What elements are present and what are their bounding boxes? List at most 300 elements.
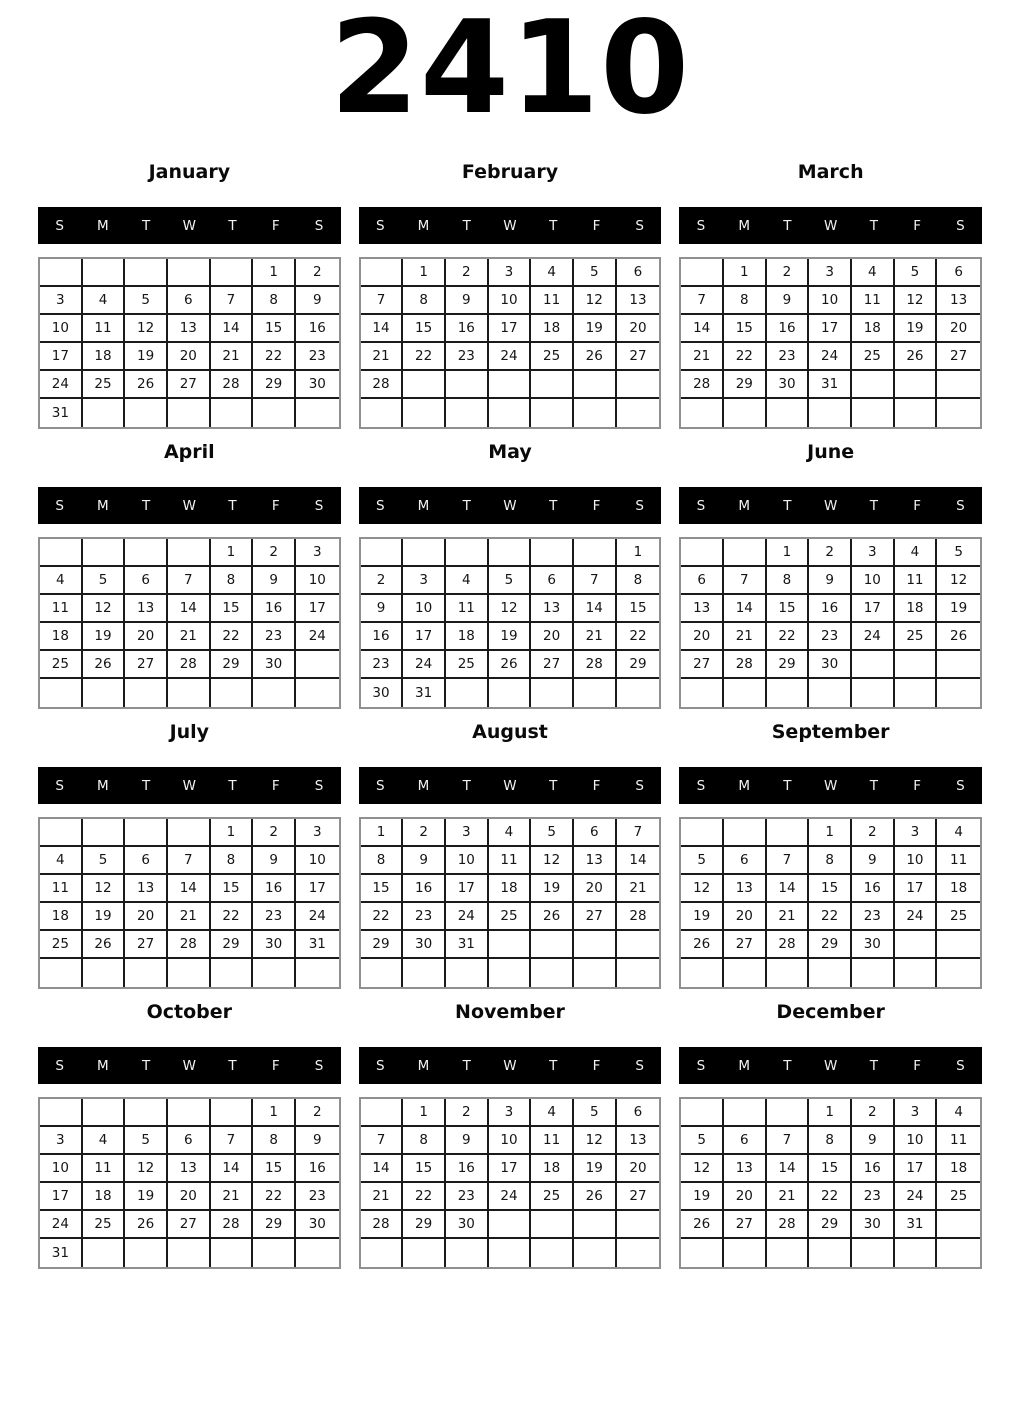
empty-day-cell bbox=[40, 959, 83, 987]
day-cell: 30 bbox=[403, 931, 446, 959]
day-cell: 9 bbox=[253, 847, 296, 875]
weekday-label: F bbox=[913, 1057, 921, 1074]
day-cell: 30 bbox=[852, 931, 895, 959]
day-cell: 26 bbox=[895, 343, 938, 371]
empty-day-cell bbox=[40, 259, 83, 287]
weekday-label: M bbox=[97, 1057, 109, 1074]
weekday-label: T bbox=[783, 777, 792, 794]
day-cell: 13 bbox=[617, 287, 660, 315]
empty-day-cell bbox=[361, 1099, 404, 1127]
empty-day-cell bbox=[937, 1239, 980, 1267]
weekday-label: S bbox=[375, 1057, 385, 1074]
day-cell: 5 bbox=[83, 567, 126, 595]
day-cell: 9 bbox=[296, 1127, 339, 1155]
empty-day-cell bbox=[767, 819, 810, 847]
day-cell: 24 bbox=[809, 343, 852, 371]
day-cell: 7 bbox=[361, 1127, 404, 1155]
day-cell: 17 bbox=[40, 1183, 83, 1211]
empty-day-cell bbox=[724, 819, 767, 847]
week-row bbox=[681, 343, 980, 371]
day-cell: 3 bbox=[296, 819, 339, 847]
week-row bbox=[40, 875, 339, 903]
day-cell: 30 bbox=[253, 931, 296, 959]
day-cell: 9 bbox=[296, 287, 339, 315]
month-block bbox=[679, 998, 982, 1269]
day-cell: 7 bbox=[724, 567, 767, 595]
week-row bbox=[361, 371, 660, 399]
day-cell: 18 bbox=[83, 1183, 126, 1211]
day-cell: 16 bbox=[253, 875, 296, 903]
week-row bbox=[681, 1127, 980, 1155]
day-cell: 8 bbox=[211, 567, 254, 595]
weekday-label: W bbox=[503, 497, 517, 514]
day-cell: 1 bbox=[724, 259, 767, 287]
day-cell: 12 bbox=[895, 287, 938, 315]
week-row bbox=[40, 399, 339, 427]
day-cell: 11 bbox=[937, 847, 980, 875]
empty-day-cell bbox=[531, 1211, 574, 1239]
week-row bbox=[40, 959, 339, 987]
week-row bbox=[681, 903, 980, 931]
day-cell: 22 bbox=[724, 343, 767, 371]
weekday-label: W bbox=[503, 217, 517, 234]
day-cell: 11 bbox=[531, 1127, 574, 1155]
week-row bbox=[361, 595, 660, 623]
day-cell: 1 bbox=[403, 1099, 446, 1127]
month-block bbox=[679, 438, 982, 709]
empty-day-cell bbox=[809, 1239, 852, 1267]
day-cell: 16 bbox=[767, 315, 810, 343]
day-cell: 27 bbox=[681, 651, 724, 679]
weekday-label: F bbox=[271, 1057, 280, 1074]
day-cell: 15 bbox=[253, 1155, 296, 1183]
day-cell: 21 bbox=[168, 623, 211, 651]
day-cell: 21 bbox=[168, 903, 211, 931]
weekday-label: T bbox=[228, 497, 237, 514]
day-cell: 24 bbox=[296, 623, 339, 651]
day-cell: 18 bbox=[446, 623, 489, 651]
week-row bbox=[40, 595, 339, 623]
day-cell: 5 bbox=[937, 539, 980, 567]
weekday-header-row bbox=[359, 767, 662, 804]
day-cell: 7 bbox=[681, 287, 724, 315]
weekday-header-row bbox=[679, 487, 982, 524]
day-cell: 24 bbox=[403, 651, 446, 679]
empty-day-cell bbox=[617, 1239, 660, 1267]
weekday-label: T bbox=[783, 1057, 792, 1074]
month-days-table bbox=[359, 817, 662, 989]
day-cell: 25 bbox=[895, 623, 938, 651]
month-days-body bbox=[361, 539, 660, 707]
day-cell: 4 bbox=[937, 1099, 980, 1127]
day-cell: 27 bbox=[617, 343, 660, 371]
week-row bbox=[40, 315, 339, 343]
day-cell: 28 bbox=[211, 371, 254, 399]
day-cell: 26 bbox=[574, 1183, 617, 1211]
day-cell: 18 bbox=[895, 595, 938, 623]
day-cell: 13 bbox=[724, 1155, 767, 1183]
day-cell: 31 bbox=[895, 1211, 938, 1239]
weekday-label: M bbox=[738, 777, 750, 794]
empty-day-cell bbox=[253, 1239, 296, 1267]
day-cell: 14 bbox=[767, 875, 810, 903]
day-cell: 15 bbox=[403, 1155, 446, 1183]
day-cell: 20 bbox=[724, 1183, 767, 1211]
week-row bbox=[681, 679, 980, 707]
day-cell: 10 bbox=[489, 287, 532, 315]
weekday-label: S bbox=[55, 217, 64, 234]
day-cell: 30 bbox=[296, 371, 339, 399]
month-title: July bbox=[169, 721, 210, 743]
weekday-header-row bbox=[679, 1047, 982, 1084]
day-cell: 17 bbox=[895, 875, 938, 903]
empty-day-cell bbox=[809, 399, 852, 427]
empty-day-cell bbox=[446, 399, 489, 427]
empty-day-cell bbox=[724, 1099, 767, 1127]
empty-day-cell bbox=[253, 959, 296, 987]
day-cell: 4 bbox=[531, 1099, 574, 1127]
weekday-label: S bbox=[314, 1057, 324, 1074]
week-row bbox=[361, 931, 660, 959]
day-cell: 24 bbox=[446, 903, 489, 931]
day-cell: 19 bbox=[681, 1183, 724, 1211]
day-cell: 24 bbox=[40, 1211, 83, 1239]
day-cell: 29 bbox=[253, 371, 296, 399]
day-cell: 28 bbox=[617, 903, 660, 931]
empty-day-cell bbox=[617, 679, 660, 707]
day-cell: 26 bbox=[489, 651, 532, 679]
day-cell: 9 bbox=[446, 1127, 489, 1155]
day-cell: 22 bbox=[809, 1183, 852, 1211]
day-cell: 19 bbox=[574, 315, 617, 343]
empty-day-cell bbox=[489, 931, 532, 959]
empty-day-cell bbox=[83, 539, 126, 567]
day-cell: 8 bbox=[253, 1127, 296, 1155]
day-cell: 10 bbox=[895, 1127, 938, 1155]
month-block bbox=[359, 158, 662, 429]
day-cell: 10 bbox=[296, 847, 339, 875]
day-cell: 8 bbox=[809, 847, 852, 875]
weekday-label: W bbox=[823, 1057, 838, 1074]
day-cell: 31 bbox=[296, 931, 339, 959]
day-cell: 11 bbox=[531, 287, 574, 315]
empty-day-cell bbox=[125, 399, 168, 427]
day-cell: 28 bbox=[211, 1211, 254, 1239]
day-cell: 21 bbox=[574, 623, 617, 651]
day-cell: 26 bbox=[531, 903, 574, 931]
day-cell: 1 bbox=[617, 539, 660, 567]
day-cell: 5 bbox=[574, 259, 617, 287]
week-row bbox=[361, 875, 660, 903]
empty-day-cell bbox=[211, 1239, 254, 1267]
day-cell: 5 bbox=[489, 567, 532, 595]
day-cell: 2 bbox=[852, 1099, 895, 1127]
day-cell: 4 bbox=[83, 1127, 126, 1155]
weekday-label: T bbox=[228, 777, 237, 794]
empty-day-cell bbox=[895, 399, 938, 427]
empty-day-cell bbox=[852, 679, 895, 707]
empty-day-cell bbox=[168, 539, 211, 567]
empty-day-cell bbox=[253, 679, 296, 707]
day-cell: 8 bbox=[253, 287, 296, 315]
day-cell: 19 bbox=[937, 595, 980, 623]
day-cell: 25 bbox=[937, 1183, 980, 1211]
weekday-label: T bbox=[228, 217, 237, 234]
day-cell: 20 bbox=[125, 623, 168, 651]
month-block bbox=[38, 158, 341, 429]
day-cell: 9 bbox=[361, 595, 404, 623]
week-row bbox=[40, 651, 339, 679]
empty-day-cell bbox=[574, 1211, 617, 1239]
day-cell: 14 bbox=[168, 875, 211, 903]
weekday-label: T bbox=[462, 217, 471, 234]
day-cell: 25 bbox=[83, 1211, 126, 1239]
day-cell: 1 bbox=[253, 1099, 296, 1127]
empty-day-cell bbox=[168, 1099, 211, 1127]
weekday-label: S bbox=[956, 497, 965, 514]
month-title: April bbox=[163, 441, 215, 463]
day-cell: 19 bbox=[125, 1183, 168, 1211]
weekday-label: T bbox=[549, 777, 558, 794]
weekday-label: T bbox=[141, 1057, 151, 1074]
day-cell: 31 bbox=[446, 931, 489, 959]
month-days-body bbox=[681, 259, 980, 427]
month-days-body bbox=[40, 819, 339, 987]
day-cell: 15 bbox=[767, 595, 810, 623]
empty-day-cell bbox=[767, 1099, 810, 1127]
day-cell: 20 bbox=[168, 343, 211, 371]
day-cell: 6 bbox=[617, 259, 660, 287]
weekday-label: F bbox=[592, 1057, 601, 1074]
day-cell: 13 bbox=[574, 847, 617, 875]
day-cell: 15 bbox=[617, 595, 660, 623]
day-cell: 5 bbox=[681, 847, 724, 875]
day-cell: 3 bbox=[403, 567, 446, 595]
day-cell: 24 bbox=[489, 1183, 532, 1211]
week-row bbox=[681, 399, 980, 427]
week-row bbox=[681, 539, 980, 567]
year-title: 2410 bbox=[329, 0, 691, 143]
month-block bbox=[359, 438, 662, 709]
day-cell: 26 bbox=[937, 623, 980, 651]
weekday-label: S bbox=[635, 497, 644, 514]
day-cell: 2 bbox=[296, 259, 339, 287]
day-cell: 7 bbox=[617, 819, 660, 847]
empty-day-cell bbox=[531, 931, 574, 959]
weekday-label: T bbox=[549, 497, 558, 514]
day-cell: 22 bbox=[617, 623, 660, 651]
empty-day-cell bbox=[403, 399, 446, 427]
month-days-body bbox=[40, 539, 339, 707]
week-row bbox=[681, 315, 980, 343]
empty-day-cell bbox=[361, 959, 404, 987]
day-cell: 25 bbox=[852, 343, 895, 371]
day-cell: 5 bbox=[531, 819, 574, 847]
week-row bbox=[40, 931, 339, 959]
weekday-label: S bbox=[956, 1057, 965, 1074]
empty-day-cell bbox=[724, 679, 767, 707]
empty-day-cell bbox=[489, 1211, 532, 1239]
day-cell: 20 bbox=[574, 875, 617, 903]
weekday-label: F bbox=[913, 497, 921, 514]
week-row bbox=[681, 1183, 980, 1211]
day-cell: 18 bbox=[531, 315, 574, 343]
day-cell: 22 bbox=[403, 1183, 446, 1211]
week-row bbox=[40, 343, 339, 371]
day-cell: 26 bbox=[125, 371, 168, 399]
day-cell: 29 bbox=[809, 931, 852, 959]
day-cell: 3 bbox=[809, 259, 852, 287]
empty-day-cell bbox=[937, 931, 980, 959]
empty-day-cell bbox=[168, 679, 211, 707]
day-cell: 7 bbox=[767, 847, 810, 875]
empty-day-cell bbox=[446, 959, 489, 987]
week-row bbox=[40, 1155, 339, 1183]
week-row bbox=[40, 1211, 339, 1239]
empty-day-cell bbox=[574, 679, 617, 707]
day-cell: 13 bbox=[125, 875, 168, 903]
empty-day-cell bbox=[531, 959, 574, 987]
empty-day-cell bbox=[489, 679, 532, 707]
day-cell: 10 bbox=[852, 567, 895, 595]
empty-day-cell bbox=[852, 651, 895, 679]
day-cell: 7 bbox=[361, 287, 404, 315]
day-cell: 31 bbox=[403, 679, 446, 707]
weekday-label: F bbox=[271, 497, 280, 514]
day-cell: 12 bbox=[83, 595, 126, 623]
day-cell: 23 bbox=[403, 903, 446, 931]
day-cell: 3 bbox=[489, 259, 532, 287]
month-block bbox=[359, 718, 662, 989]
day-cell: 24 bbox=[895, 1183, 938, 1211]
weekday-label: W bbox=[182, 1057, 196, 1074]
empty-day-cell bbox=[617, 371, 660, 399]
week-row bbox=[40, 1127, 339, 1155]
weekday-label: W bbox=[823, 777, 838, 794]
day-cell: 20 bbox=[531, 623, 574, 651]
empty-day-cell bbox=[937, 959, 980, 987]
weekday-header-row bbox=[38, 767, 341, 804]
empty-day-cell bbox=[767, 959, 810, 987]
day-cell: 25 bbox=[937, 903, 980, 931]
day-cell: 3 bbox=[895, 819, 938, 847]
empty-day-cell bbox=[361, 1239, 404, 1267]
day-cell: 16 bbox=[296, 315, 339, 343]
weekday-label: T bbox=[228, 1057, 237, 1074]
day-cell: 15 bbox=[211, 875, 254, 903]
day-cell: 15 bbox=[403, 315, 446, 343]
day-cell: 28 bbox=[681, 371, 724, 399]
day-cell: 29 bbox=[403, 1211, 446, 1239]
day-cell: 6 bbox=[724, 847, 767, 875]
day-cell: 17 bbox=[446, 875, 489, 903]
empty-day-cell bbox=[83, 819, 126, 847]
day-cell: 20 bbox=[617, 315, 660, 343]
week-row bbox=[681, 651, 980, 679]
day-cell: 9 bbox=[809, 567, 852, 595]
day-cell: 4 bbox=[446, 567, 489, 595]
day-cell: 13 bbox=[168, 315, 211, 343]
day-cell: 22 bbox=[403, 343, 446, 371]
weekday-label: S bbox=[956, 217, 965, 234]
day-cell: 11 bbox=[489, 847, 532, 875]
weekday-label: W bbox=[182, 217, 196, 234]
day-cell: 30 bbox=[361, 679, 404, 707]
day-cell: 13 bbox=[168, 1155, 211, 1183]
day-cell: 21 bbox=[361, 343, 404, 371]
weekday-header-row bbox=[359, 487, 662, 524]
week-row bbox=[361, 567, 660, 595]
weekday-label: S bbox=[696, 1057, 706, 1074]
day-cell: 25 bbox=[40, 931, 83, 959]
day-cell: 16 bbox=[852, 1155, 895, 1183]
day-cell: 2 bbox=[253, 819, 296, 847]
day-cell: 6 bbox=[617, 1099, 660, 1127]
day-cell: 29 bbox=[361, 931, 404, 959]
day-cell: 3 bbox=[446, 819, 489, 847]
day-cell: 2 bbox=[809, 539, 852, 567]
week-row bbox=[361, 399, 660, 427]
day-cell: 13 bbox=[125, 595, 168, 623]
week-row bbox=[40, 903, 339, 931]
empty-day-cell bbox=[125, 819, 168, 847]
day-cell: 23 bbox=[253, 623, 296, 651]
day-cell: 18 bbox=[937, 875, 980, 903]
day-cell: 12 bbox=[574, 1127, 617, 1155]
day-cell: 28 bbox=[574, 651, 617, 679]
day-cell: 10 bbox=[446, 847, 489, 875]
weekday-header-row bbox=[38, 1047, 341, 1084]
weekday-label: T bbox=[141, 217, 151, 234]
day-cell: 4 bbox=[489, 819, 532, 847]
week-row bbox=[681, 1099, 980, 1127]
empty-day-cell bbox=[168, 259, 211, 287]
empty-day-cell bbox=[125, 1099, 168, 1127]
day-cell: 7 bbox=[767, 1127, 810, 1155]
day-cell: 12 bbox=[531, 847, 574, 875]
day-cell: 8 bbox=[403, 287, 446, 315]
day-cell: 7 bbox=[574, 567, 617, 595]
weekday-label: M bbox=[97, 217, 109, 234]
week-row bbox=[681, 567, 980, 595]
day-cell: 21 bbox=[211, 343, 254, 371]
day-cell: 21 bbox=[361, 1183, 404, 1211]
week-row bbox=[40, 847, 339, 875]
day-cell: 29 bbox=[211, 931, 254, 959]
month-title: November bbox=[455, 1001, 565, 1023]
day-cell: 20 bbox=[617, 1155, 660, 1183]
month-title: January bbox=[148, 161, 231, 183]
day-cell: 26 bbox=[681, 1211, 724, 1239]
day-cell: 20 bbox=[724, 903, 767, 931]
empty-day-cell bbox=[83, 959, 126, 987]
day-cell: 6 bbox=[125, 567, 168, 595]
weekday-label: S bbox=[375, 777, 385, 794]
day-cell: 2 bbox=[446, 259, 489, 287]
weekday-label: F bbox=[271, 777, 280, 794]
month-days-body bbox=[681, 1099, 980, 1267]
day-cell: 12 bbox=[574, 287, 617, 315]
day-cell: 2 bbox=[446, 1099, 489, 1127]
weekday-label: M bbox=[417, 777, 430, 794]
day-cell: 30 bbox=[296, 1211, 339, 1239]
day-cell: 18 bbox=[40, 623, 83, 651]
empty-day-cell bbox=[809, 959, 852, 987]
day-cell: 9 bbox=[767, 287, 810, 315]
day-cell: 29 bbox=[253, 1211, 296, 1239]
day-cell: 10 bbox=[40, 1155, 83, 1183]
day-cell: 21 bbox=[724, 623, 767, 651]
